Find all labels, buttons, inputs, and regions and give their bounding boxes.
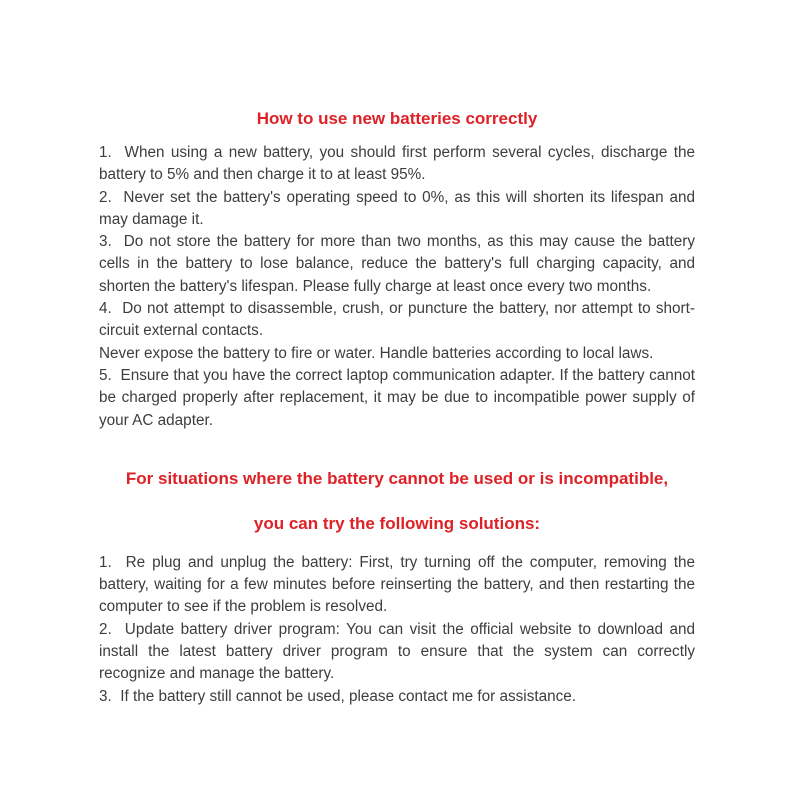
document-content [99,108,695,708]
instruction-item-4: 4. Do not attempt to disassemble, crush, or puncture the battery, nor attempt to short-circuit external contacts. [99,300,695,340]
instruction-item-3: 3. Do not store the battery for more than two months, as this may cause the battery cells in the battery to lose balance, reduce the battery's full charging capacity, and shorten the battery's lifespan. Please fully charge at least once every two months. [99,233,695,295]
section-2-solutions [99,552,695,708]
instruction-note: Never expose the battery to fire or water. Handle batteries according to local laws. [99,344,654,362]
solution-item-3: 3. If the battery still cannot be used, please contact me for assistance. [99,687,577,705]
solution-item-1: 1. Re plug and unplug the battery: First, try turning off the computer, removing the battery, waiting for a few minutes before reinserting the battery, and then restarting the computer to see if the problem is resolved. [99,553,695,616]
section-2-heading-line-1: For situations where the battery cannot be used or is incompatible, [125,468,669,488]
section-1-instructions [99,142,695,432]
solution-item-2: 2. Update battery driver program: You can visit the official website to download and install the latest battery driver program to ensure that the system can correctly recognize and manage the battery. [99,620,695,683]
section-2-heading-line-2: you can try the following solutions: [253,513,541,533]
instruction-item-2: 2. Never set the battery's operating speed to 0%, as this will shorten its lifespan and may damage it. [99,188,695,228]
instruction-item-5: 5. Ensure that you have the correct laptop communication adapter. If the battery cannot be charged properly after replacement, it may be due to incompatible power supply of your AC adapter. [99,366,695,429]
section-1-heading: How to use new batteries correctly [256,109,538,128]
instruction-item-1: 1. When using a new battery, you should first perform several cycles, discharge the battery to 5% and then charge it to at least 95%. [99,144,695,184]
